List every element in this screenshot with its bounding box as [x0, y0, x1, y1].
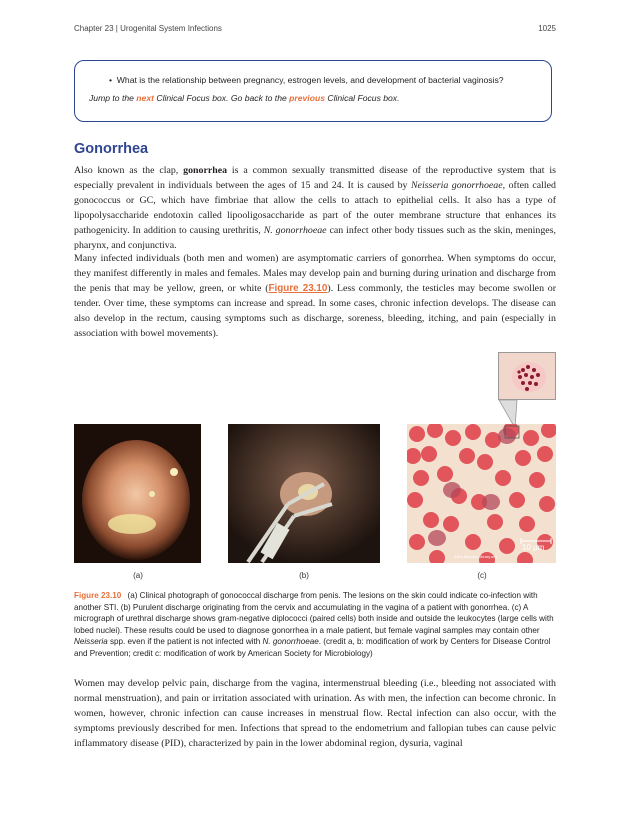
- figure-caption: Figure 23.10 (a) Clinical photograph of gonococcal discharge from penis. The lesions on the skin could indicate co-infection with another STI. (b) Purulent discharge originating from the cervix and accumulating in the vagina of a patient with gonorrhea. (c) A micrograph of urethral discharge shows gram-negative diplococci (paired cells) both inside and outside the leukocytes (large cells with lobed nuclei). These results could be used to diagnose gonorrhea in a male patient, but female vaginal samples may contain other Neisseria spp. even if the patient is not infected with N. gonorrhoeae. (credit a, b: modification of work by Centers for Disease Control and Prevention; credit c: modification of work by American Society for Microbiology): [74, 591, 554, 658]
- previous-clinical-focus-link[interactable]: previous: [289, 93, 325, 103]
- page-number: 1025: [538, 24, 556, 33]
- figure-23-10-link[interactable]: Figure 23.10: [268, 282, 328, 294]
- figure-c-label: (c): [477, 571, 487, 580]
- next-clinical-focus-link[interactable]: next: [136, 93, 154, 103]
- clinical-focus-navigation: Jump to the next Clinical Focus box. Go back to the previous Clinical Focus box.: [89, 93, 400, 103]
- clinical-focus-box: [74, 60, 552, 122]
- figure-b-photo: [228, 424, 380, 563]
- paragraph-symptoms: Many infected individuals (both men and women) are asymptomatic carriers of gonorrhea. When symptoms do occur, they manifest differently in males and females. Males may develop pain and burning during urination and discharge from the penis that may be yellow, green, or white (Figure 23.10). Less commonly, the testicles may become swollen or tender. Over time, these symptoms can increase and spread. In some cases, chronic infection develops. The disease can also develop in the rectum, causing symptoms such as discharge, soreness, bleeding, itching, and pain (especially in association with bowel movements).: [74, 253, 556, 339]
- figure-c-micrograph: [407, 424, 556, 563]
- section-title: Gonorrhea: [74, 141, 149, 157]
- paragraph-women-symptoms: Women may develop pelvic pain, discharge from the vagina, intermenstrual bleeding (i.e., bleeding not associated with normal menstruation), and pain or irritation associated with urination. As with men, the infection can become chronic. In women, however, chronic infection can cause increases in menstrual flow. Rectal infection can also occur, with the symptoms previously described for men. Infections that spread to the endometrium and fallopian tubes can cause pelvic inflammatory disease (PID), characterized by pain in the lower abdominal region, dysuria, vaginal: [74, 678, 556, 749]
- figure-a-photo: [74, 424, 201, 563]
- scale-bar-label: 10 µm: [522, 543, 545, 552]
- clinical-question: • What is the relationship between pregnancy, estrogen levels, and development of bacterial vaginosis?: [109, 75, 504, 85]
- micrograph-credit: ASM MicrobeLibrary.org: [454, 554, 497, 559]
- page-header: [74, 24, 556, 36]
- figure-a-label: (a): [133, 571, 143, 580]
- figure-number: Figure 23.10: [74, 591, 122, 600]
- micrograph-inset: [498, 352, 556, 400]
- figure-b-label: (b): [299, 571, 309, 580]
- chapter-title: Chapter 23 | Urogenital System Infections: [74, 24, 222, 33]
- paragraph-intro: Also known as the clap, gonorrhea is a common sexually transmitted disease of the reproductive system that is especially prevalent in individuals between the ages of 15 and 24. It is caused by Neisseria gonorrhoeae, often called gonococcus or GC, which have fimbriae that allow the cells to attach to epithelial cells. It also has a type of lipopolysaccharide endotoxin called lipooligosaccharide as part of the outer membrane structure that enhances its pathogenicity. In addition to causing urethritis, N. gonorrhoeae can infect other body tissues such as the skin, meninges, pharynx, and conjunctiva.: [74, 165, 556, 251]
